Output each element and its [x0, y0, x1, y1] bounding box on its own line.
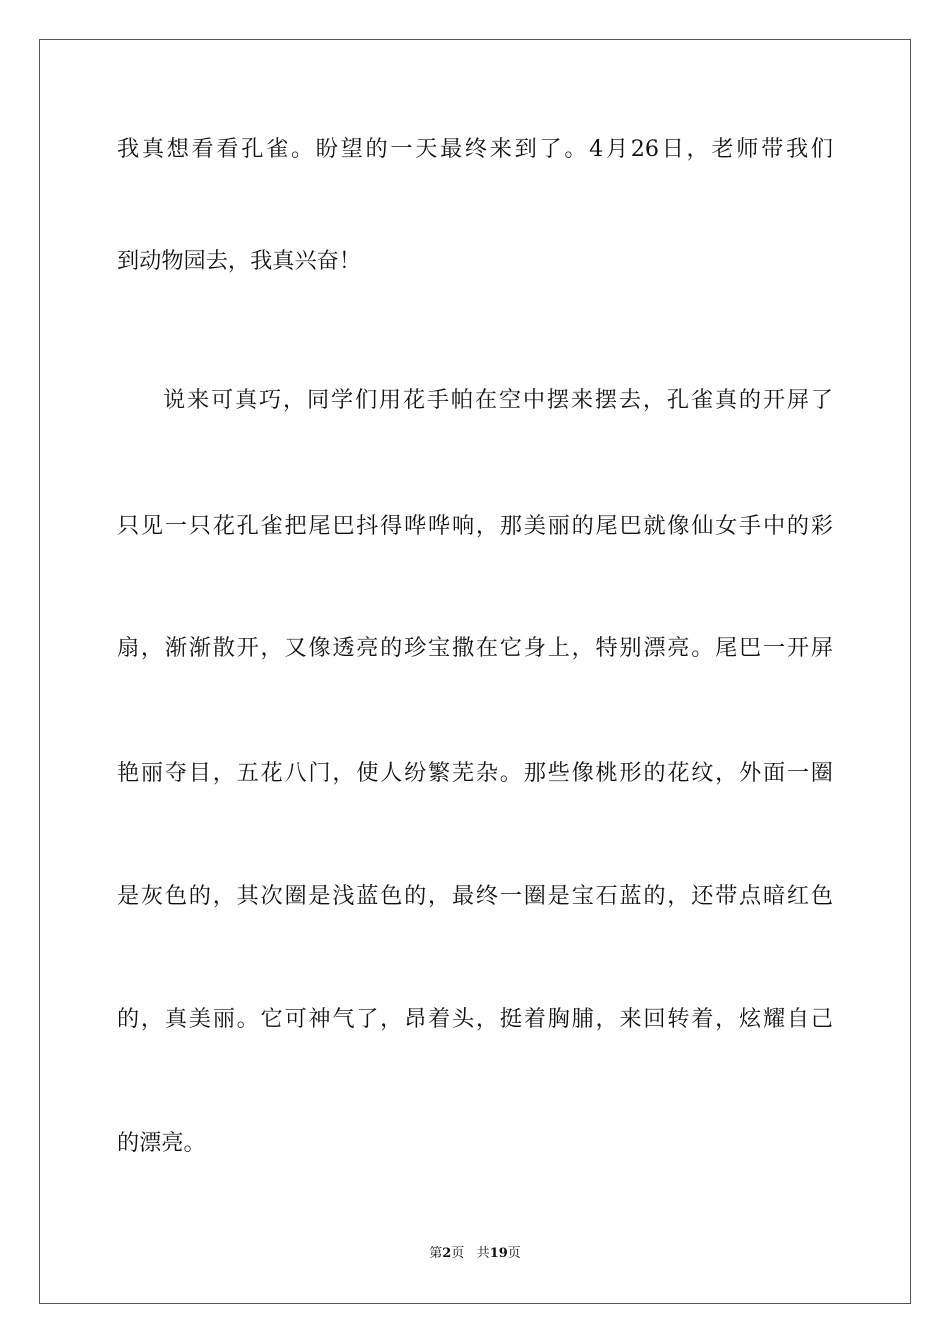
page-footer — [0, 1245, 950, 1263]
text-line-2: 到动物园去，我真兴奋！ — [117, 248, 362, 274]
footer-page-number: 2 — [442, 1246, 452, 1261]
text-line-5: 扇，渐渐散开，又像透亮的珍宝撒在它身上，特别漂亮。尾巴一开屏 — [117, 635, 833, 661]
footer-total-prefix: 共 — [476, 1246, 490, 1261]
footer-total-suffix: 页 — [507, 1246, 521, 1261]
footer-page-suffix: 页 — [451, 1246, 465, 1261]
footer-total-pages: 19 — [489, 1246, 508, 1261]
text-line-9: 的漂亮。 — [117, 1130, 206, 1156]
text-line-4: 只见一只花孔雀把尾巴抖得哗哗响，那美丽的尾巴就像仙女手中的彩 — [117, 513, 833, 539]
text-line-3: 说来可真巧，同学们用花手帕在空中摆来摆去，孔雀真的开屏了 — [163, 387, 833, 413]
text-line-7: 是灰色的，其次圈是浅蓝色的，最终一圈是宝石蓝的，还带点暗红色 — [117, 883, 833, 909]
page-border — [39, 39, 911, 1304]
text-line-8: 的，真美丽。它可神气了，昂着头，挺着胸脯，来回转着，炫耀自己 — [117, 1006, 833, 1032]
text-line-1: 我真想看看孔雀。盼望的一天最终来到了。4月26日，老师带我们 — [117, 136, 833, 162]
text-line-6: 艳丽夺目，五花八门，使人纷繁芜杂。那些像桃形的花纹，外面一圈 — [117, 760, 833, 786]
footer-page-prefix: 第 — [429, 1246, 443, 1261]
